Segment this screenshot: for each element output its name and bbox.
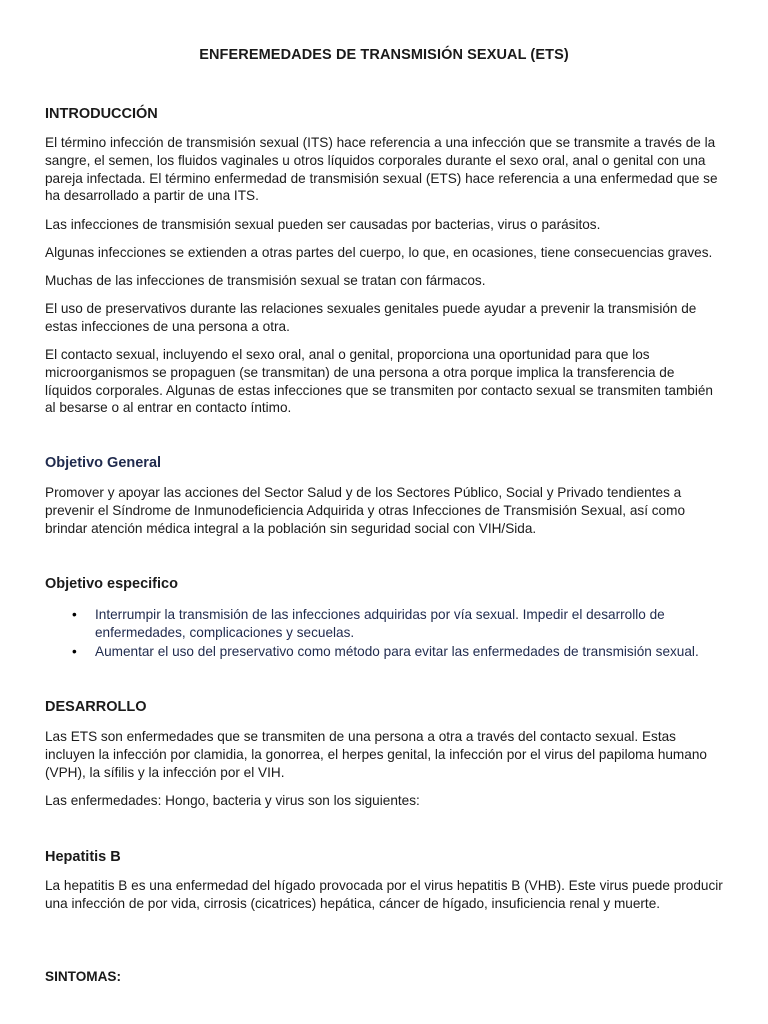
desarrollo-paragraph-2: Las enfermedades: Hongo, bacteria y virus son los siguientes: bbox=[45, 793, 420, 808]
intro-paragraph-5: El uso de preservativos durante las relaciones sexuales genitales puede ayudar a prevenir la transmisión de estas infecciones de una persona a otra. bbox=[45, 301, 697, 334]
list-item-text: Aumentar el uso del preservativo como método para evitar las enfermedades de transmisión sexual. bbox=[95, 643, 699, 659]
bullet-icon: • bbox=[72, 607, 77, 622]
objetivo-especifico-list bbox=[45, 606, 725, 661]
document-title: ENFEREMEDADES DE TRANSMISIÓN SEXUAL (ETS) bbox=[199, 47, 569, 63]
intro-paragraph-6: El contacto sexual, incluyendo el sexo oral, anal o genital, proporciona una oportunidad para que los microorganismos se propaguen (se transmitan) de una persona a otra porque implica la transferencia de líquidos corporales. Algunas de estas infecciones que se transmiten por contacto sexual se transmiten también al besarse o al entrar en contacto íntimo. bbox=[45, 347, 713, 416]
intro-paragraph-3: Algunas infecciones se extienden a otras partes del cuerpo, lo que, en ocasiones, tiene consecuencias graves. bbox=[45, 245, 713, 260]
heading-desarrollo: DESARROLLO bbox=[45, 699, 147, 715]
intro-paragraph-4: Muchas de las infecciones de transmisión sexual se tratan con fármacos. bbox=[45, 273, 486, 288]
heading-sintomas: SINTOMAS: bbox=[45, 969, 122, 984]
bullet-icon: • bbox=[72, 643, 77, 659]
heading-objetivo-general: Objetivo General bbox=[45, 455, 162, 471]
heading-hepatitis-b: Hepatitis B bbox=[45, 849, 121, 865]
intro-paragraph-1: El término infección de transmisión sexual (ITS) hace referencia a una infección que se transmite a través de la sangre, el semen, los fluidos vaginales u otros líquidos corporales durante el sexo oral, anal o genital con una pareja infectada. El término enfermedad de transmisión sexual (ETS) hace referencia a una enfermedad que se ha desarrollado a partir de una ITS. bbox=[45, 135, 718, 204]
list-item-text: Interrumpir la transmisión de las infecciones adquiridas por vía sexual. Impedir el desarrollo de enfermedades, complicaciones y secuelas. bbox=[95, 607, 665, 640]
list-item bbox=[45, 606, 725, 642]
list-item bbox=[45, 643, 725, 661]
intro-paragraph-2: Las infecciones de transmisión sexual pueden ser causadas por bacterias, virus o parásitos. bbox=[45, 217, 601, 232]
heading-objetivo-especifico: Objetivo especifico bbox=[45, 576, 178, 592]
hepatitis-b-text: La hepatitis B es una enfermedad del hígado provocada por el virus hepatitis B (VHB). Este virus puede producir una infección de por vida, cirrosis (cicatrices) hepática, cáncer de hígado, insuficiencia renal y muerte. bbox=[45, 878, 723, 911]
heading-introduccion: INTRODUCCIÓN bbox=[45, 106, 158, 122]
desarrollo-paragraph-1: Las ETS son enfermedades que se transmiten de una persona a otra a través del contacto sexual. Estas incluyen la infección por clamidia, la gonorrea, el herpes genital, la infección por el virus del papiloma humano (VPH), la sífilis y la infección por el VIH. bbox=[45, 729, 707, 780]
objetivo-general-text: Promover y apoyar las acciones del Sector Salud y de los Sectores Público, Social y Privado tendientes a prevenir el Síndrome de Inmunodeficiencia Adquirida y otras Infecciones de Transmisión Sexual, así como brindar atención médica integral a la población sin seguridad social con VIH/Sida. bbox=[45, 485, 686, 536]
